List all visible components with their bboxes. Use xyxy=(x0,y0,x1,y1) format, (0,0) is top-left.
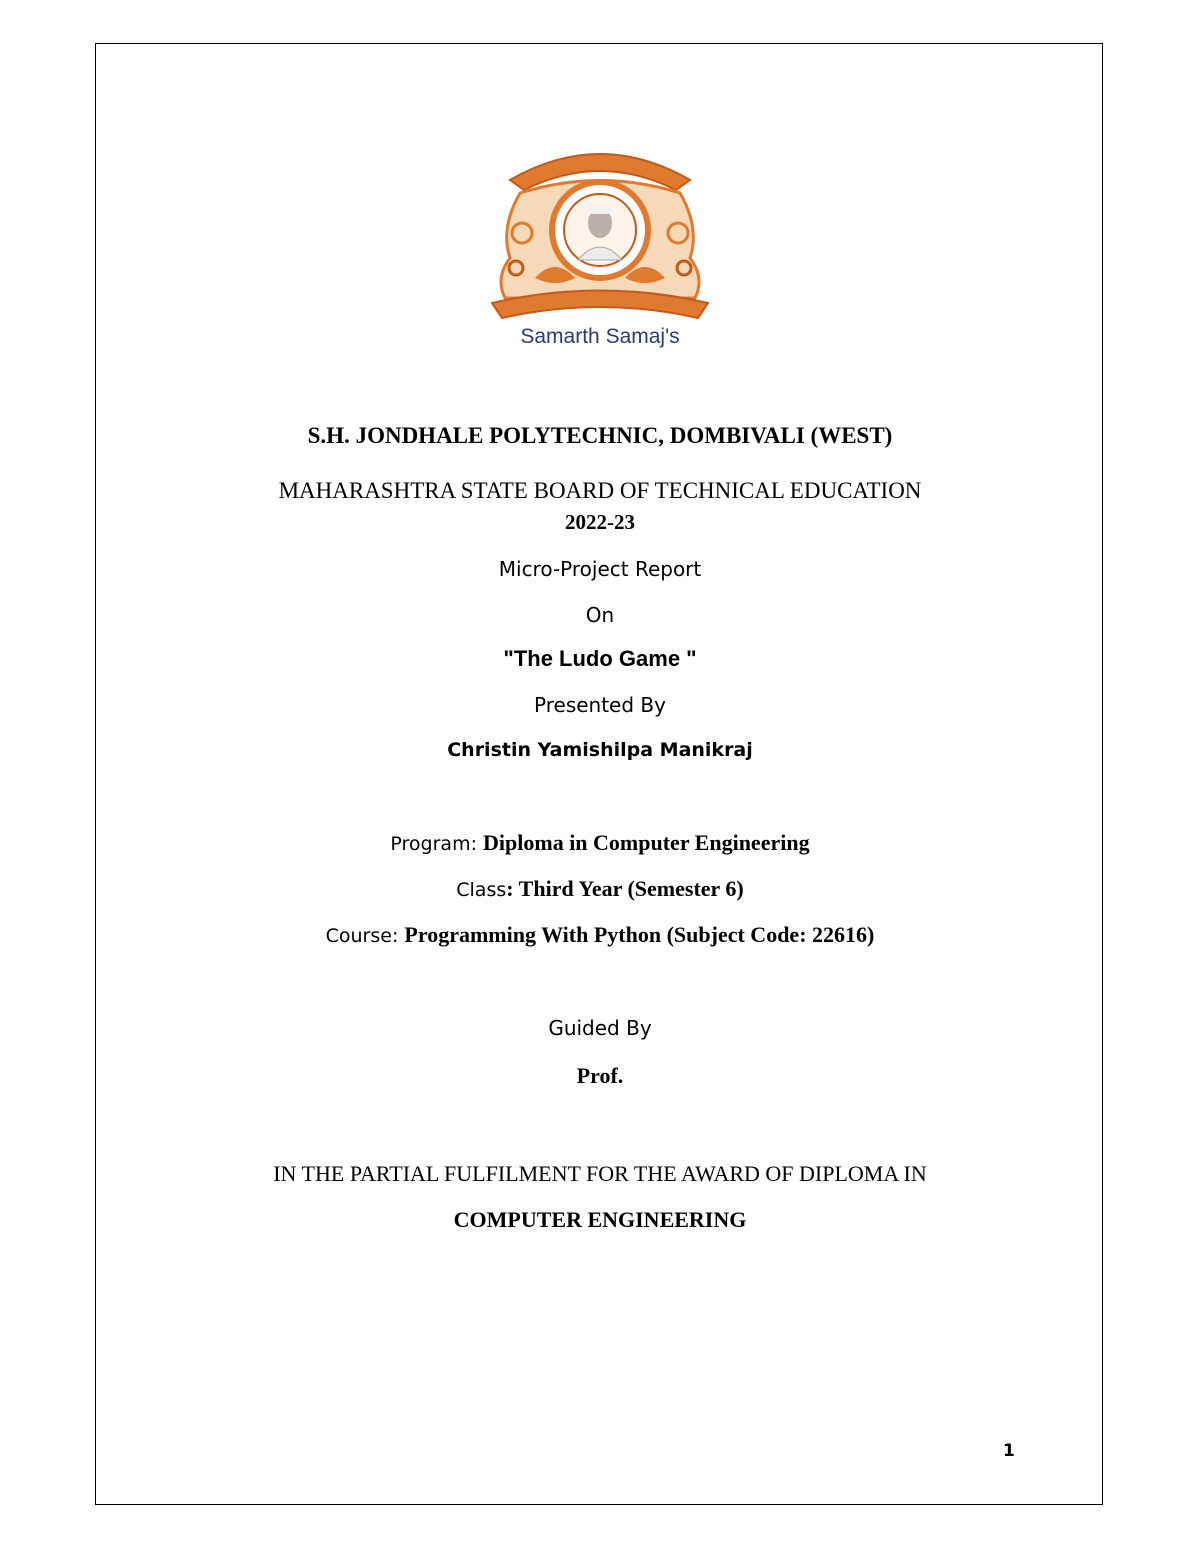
fulfilment-line-1: IN THE PARTIAL FULFILMENT FOR THE AWARD OF DIPLOMA IN xyxy=(273,1161,927,1186)
guide-name: Prof. xyxy=(576,1063,624,1088)
class-line xyxy=(0,876,1200,902)
course-value: Programming With Python (Subject Code: 22616) xyxy=(404,922,875,947)
guided-by-label: Guided By xyxy=(548,1016,652,1040)
project-title: "The Ludo Game " xyxy=(503,646,697,671)
fulfilment-line-2: COMPUTER ENGINEERING xyxy=(453,1207,747,1232)
class-value: : Third Year (Semester 6) xyxy=(506,876,744,901)
institution-logo xyxy=(480,138,720,353)
on-label: On xyxy=(585,603,615,627)
academic-year: 2022-23 xyxy=(565,510,635,534)
program-line xyxy=(0,830,1200,856)
class-label: Class xyxy=(456,879,507,901)
student-name: Christin Yamishilpa Manikraj xyxy=(447,739,753,761)
institute-name: S.H. JONDHALE POLYTECHNIC, DOMBIVALI (WEST) xyxy=(307,423,893,448)
logo-emblem-icon xyxy=(480,138,720,328)
program-value: Diploma in Computer Engineering xyxy=(483,830,810,855)
page-number: 1 xyxy=(1003,1441,1015,1461)
board-name: MAHARASHTRA STATE BOARD OF TECHNICAL EDUCATION xyxy=(278,478,922,503)
course-line xyxy=(0,922,1200,948)
presented-by-label: Presented By xyxy=(534,693,666,717)
report-type: Micro-Project Report xyxy=(498,557,702,581)
program-label: Program: xyxy=(390,833,484,855)
logo-caption: Samarth Samaj's xyxy=(520,325,680,348)
course-label: Course: xyxy=(325,925,405,947)
